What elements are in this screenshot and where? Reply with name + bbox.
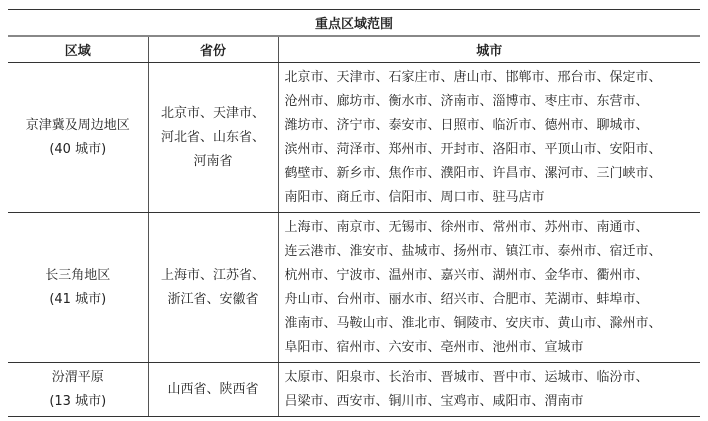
city-line: 吕梁市、西安市、铜川市、宝鸡市、咸阳市、渭南市: [284, 394, 584, 409]
header-province: 省份: [148, 36, 278, 63]
province-line: 河南省: [193, 153, 233, 169]
city-line: 潍坊市、济宁市、泰安市、日照市、临沂市、德州市、聊城市、: [284, 118, 649, 133]
header-cities: 城市: [278, 36, 700, 63]
city-line: 滨州市、菏泽市、郑州市、开封市、洛阳市、平顶山市、安阳市、: [284, 142, 662, 157]
city-line: 南阳市、商丘市、信阳市、周口市、驻马店市: [284, 190, 545, 205]
province-line: 河北省、山东省、: [160, 129, 265, 145]
region-name: 汾渭平原: [51, 369, 104, 385]
province-cell: [148, 363, 278, 417]
table-row: [8, 213, 700, 363]
province-line: 北京市、天津市、: [160, 105, 265, 121]
region-count: (40 城市): [49, 141, 107, 157]
region-name: 长三角地区: [45, 267, 111, 283]
region-count: (13 城市): [49, 393, 107, 409]
region-name: 京津冀及周边地区: [25, 117, 130, 133]
header-row: [8, 36, 700, 63]
city-line: 鹤壁市、新乡市、焦作市、濮阳市、许昌市、漯河市、三门峡市、: [284, 166, 662, 181]
header-region: 区域: [8, 36, 148, 63]
cities-cell: [278, 63, 700, 213]
province-line: 上海市、江苏省、: [160, 267, 265, 283]
city-line: 舟山市、台州市、丽水市、绍兴市、合肥市、芜湖市、蚌埠市、: [284, 292, 649, 307]
city-line: 太原市、阳泉市、长治市、晋城市、晋中市、运城市、临汾市、: [284, 370, 649, 385]
caption-row: [8, 10, 700, 37]
city-line: 北京市、天津市、石家庄市、唐山市、邯郸市、邢台市、保定市、: [284, 70, 662, 85]
key-regions-table: [8, 9, 700, 417]
city-line: 上海市、南京市、无锡市、徐州市、常州市、苏州市、南通市、: [284, 220, 649, 235]
cities-cell: [278, 363, 700, 417]
table-row: [8, 363, 700, 417]
cities-cell: [278, 213, 700, 363]
city-line: 淮南市、马鞍山市、淮北市、铜陵市、安庆市、黄山市、滁州市、: [284, 316, 662, 331]
city-line: 杭州市、宁波市、温州市、嘉兴市、湖州市、金华市、衢州市、: [284, 268, 649, 283]
region-cell: [8, 63, 148, 213]
region-count: (41 城市): [49, 291, 107, 307]
city-line: 阜阳市、宿州市、六安市、亳州市、池州市、宣城市: [284, 340, 584, 355]
region-cell: [8, 213, 148, 363]
region-cell: [8, 363, 148, 417]
province-line: 山西省、陕西省: [167, 381, 259, 397]
city-line: 连云港市、淮安市、盐城市、扬州市、镇江市、泰州市、宿迁市、: [284, 244, 662, 259]
table-row: [8, 63, 700, 213]
city-line: 沧州市、廊坊市、衡水市、济南市、淄博市、枣庄市、东营市、: [284, 94, 649, 109]
province-line: 浙江省、安徽省: [167, 291, 259, 307]
table-caption: 重点区域范围: [8, 10, 700, 37]
province-cell: [148, 213, 278, 363]
province-cell: [148, 63, 278, 213]
